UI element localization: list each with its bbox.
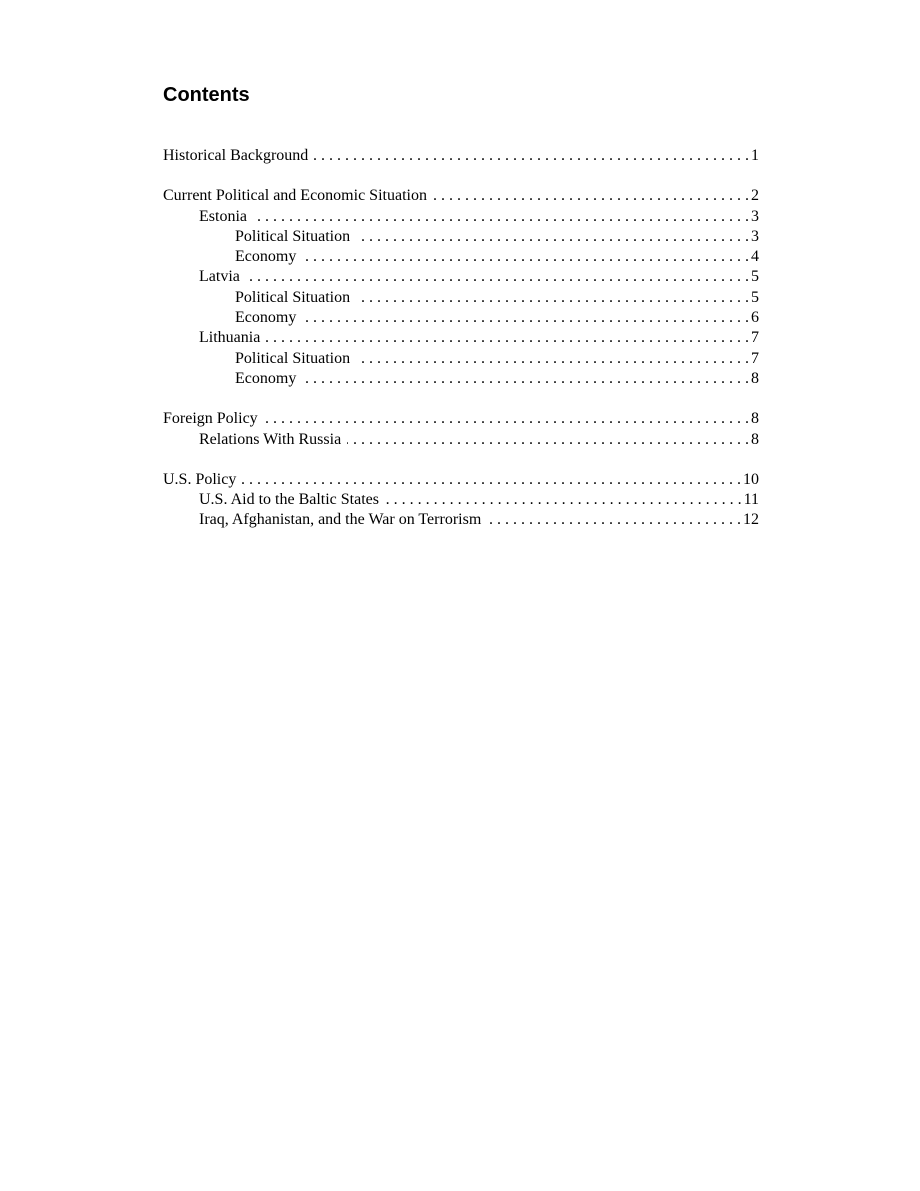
toc-dot-leader: [266, 328, 749, 348]
toc-section-historical-background: [163, 146, 759, 166]
toc-entry-label: U.S. Policy: [163, 470, 237, 488]
toc-entry-label: Latvia: [199, 268, 240, 286]
toc-entry-label: Political Situation: [235, 288, 351, 306]
toc-page-number: 2: [751, 187, 759, 205]
toc-entry-lithuania-political-situation[interactable]: [163, 349, 759, 369]
toc-dot-leader: [356, 288, 749, 308]
toc-entry-label: Foreign Policy: [163, 410, 258, 428]
toc-entry-label: Political Situation: [235, 349, 351, 367]
toc-entry-label: Lithuania: [199, 329, 261, 347]
toc-entry-latvia-economy[interactable]: [163, 308, 759, 328]
toc-entry-estonia[interactable]: [163, 207, 759, 227]
toc-page-number: 8: [751, 369, 759, 387]
toc-entry-label: Economy: [235, 309, 297, 327]
toc-dot-leader: [253, 207, 749, 227]
toc-entry-current-political-and-economic-situation[interactable]: [163, 186, 759, 206]
toc-entry-relations-with-russia[interactable]: [163, 430, 759, 450]
toc-dot-leader: [347, 430, 749, 450]
toc-entry-estonia-economy[interactable]: [163, 247, 759, 267]
toc-page-number: 10: [743, 470, 759, 488]
toc-page-number: 5: [751, 288, 759, 306]
toc-dot-leader: [242, 470, 741, 490]
toc-page-number: 7: [751, 349, 759, 367]
toc-dot-leader: [302, 308, 749, 328]
toc-entry-estonia-political-situation[interactable]: [163, 227, 759, 247]
toc-entry-label: Historical Background: [163, 147, 309, 164]
toc-entry-label: U.S. Aid to the Baltic States: [199, 491, 379, 509]
toc-page-number: 7: [751, 329, 759, 347]
toc-dot-leader: [356, 349, 749, 369]
toc-dot-leader: [385, 490, 742, 510]
toc-dot-leader: [314, 146, 749, 166]
toc-page-number: 8: [751, 430, 759, 448]
toc-entry-latvia-political-situation[interactable]: [163, 288, 759, 308]
toc-page-number: 12: [743, 511, 759, 529]
toc-entry-foreign-policy[interactable]: [163, 409, 759, 429]
toc-dot-leader: [356, 227, 749, 247]
toc-page-number: 11: [743, 491, 759, 509]
toc-page-number: 4: [751, 248, 759, 266]
toc-section-current-situation: [163, 186, 759, 389]
toc-page-number: 5: [751, 268, 759, 286]
toc-entry-label: Economy: [235, 369, 297, 387]
toc-section-us-policy: [163, 470, 759, 531]
page-title: Contents: [163, 84, 250, 106]
toc-page-number: 3: [751, 207, 759, 225]
toc-dot-leader: [433, 186, 749, 206]
toc-entry-label: Iraq, Afghanistan, and the War on Terrorism: [199, 511, 482, 529]
toc-entry-lithuania-economy[interactable]: [163, 369, 759, 389]
toc-dot-leader: [246, 267, 749, 287]
toc-dot-leader: [302, 247, 749, 267]
toc-section-foreign-policy: [163, 409, 759, 450]
toc-entry-label: Political Situation: [235, 227, 351, 245]
toc-entry-iraq-afghanistan-war-on-terrorism[interactable]: [163, 510, 759, 530]
toc-entry-label: Current Political and Economic Situation: [163, 187, 427, 205]
toc-entry-historical-background[interactable]: [163, 146, 759, 166]
toc-dot-leader: [302, 369, 749, 389]
toc-entry-label: Economy: [235, 248, 297, 266]
table-of-contents: [163, 146, 759, 551]
toc-dot-leader: [487, 510, 741, 530]
toc-entry-us-aid-to-the-baltic-states[interactable]: [163, 490, 759, 510]
toc-page-number: 8: [751, 410, 759, 428]
toc-page-number: 3: [751, 227, 759, 245]
toc-entry-us-policy[interactable]: [163, 470, 759, 490]
toc-page-number: 6: [751, 309, 759, 327]
toc-dot-leader: [264, 409, 749, 429]
toc-entry-lithuania[interactable]: [163, 328, 759, 348]
toc-entry-latvia[interactable]: [163, 267, 759, 287]
toc-entry-label: Relations With Russia: [199, 430, 342, 448]
toc-entry-label: Estonia: [199, 207, 247, 225]
toc-page-number: 1: [751, 147, 759, 164]
